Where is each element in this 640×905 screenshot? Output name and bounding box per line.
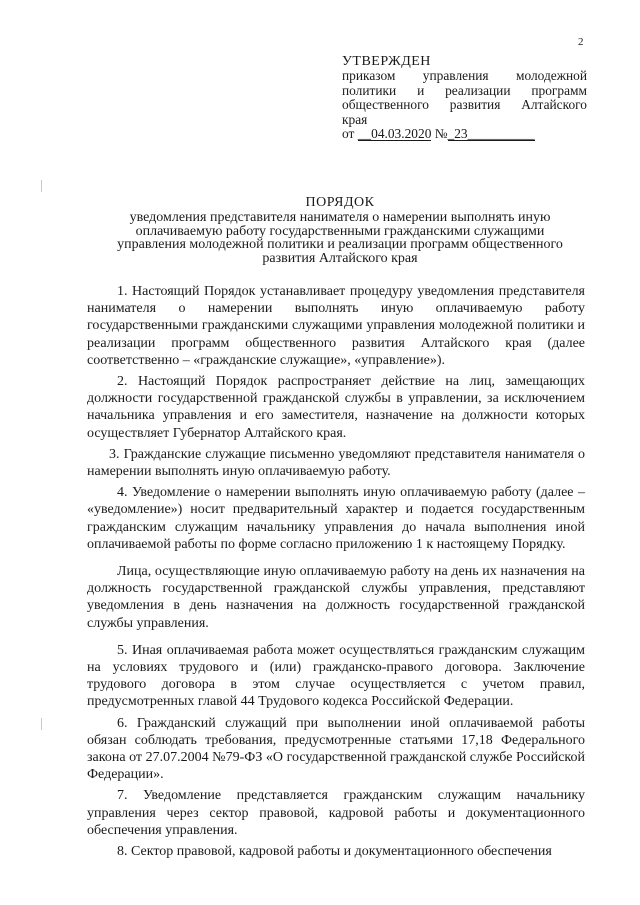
paragraph-2: 2. Настоящий Порядок распространяет действие на лиц, замещающих должности государственной гражданской службы в управлении, за исключением начальника управления и его заместителя, назначение на должности которых осуществляет Губернатор Алтайского края.: [87, 374, 585, 441]
approval-line-2: политики и реализации программ: [342, 82, 587, 98]
paragraph-8: 8. Сектор правовой, кадровой работы и документационного обеспечения: [117, 844, 552, 860]
approval-heading: УТВЕРЖДЕН: [342, 54, 431, 69]
approval-stamp: [342, 55, 587, 141]
approval-line-4: края: [342, 111, 368, 127]
document-body: [87, 283, 585, 864]
paragraph-4-continued: Лица, осуществляющие иную оплачиваемую работу на день их назначения на должность государственной гражданской службы управления, представляют уведомления в день назначения на должность государственной гражданской службы управления.: [87, 564, 585, 631]
approval-line-1: приказом управления молодежной: [342, 68, 587, 84]
document-title-block: [100, 196, 580, 266]
paragraph-6: 6. Гражданский служащий при выполнении иной оплачиваемой работы обязан соблюдать требования, предусмотренные статьями 17,18 Федерального закона от 27.07.2004 №79-ФЗ «О государственной гражданской службе Российской Федерации».: [87, 715, 585, 783]
document-title: ПОРЯДОК: [305, 195, 375, 210]
approval-date-line: [342, 127, 587, 141]
document-subtitle: уведомления представителя нанимателя о намерении выполнять иную оплачиваемую работу государственными гражданскими служащими управления молодежной политики и реализации программ общественного развития Алтайского края: [117, 209, 563, 267]
page-number: 2: [578, 36, 584, 48]
approval-date: __04.03.2020: [357, 126, 432, 142]
paragraph-5: 5. Иная оплачиваемая работа может осуществляться гражданским служащим на условиях трудового и (или) гражданско-правого договора. Заключение трудового договора в этом случае осуществляется с учетом правил, предусмотренных главой 44 Трудового кодекса Российской Федерации.: [87, 642, 585, 710]
scan-margin-mark-lower: [41, 718, 42, 730]
number-prefix: №: [434, 126, 448, 142]
approval-line-3: общественного развития Алтайского: [342, 97, 587, 113]
paragraph-3: 3. Гражданские служащие письменно уведомляют представителя нанимателя о намерении выполнять иную оплачиваемую работу.: [87, 446, 585, 480]
approval-number: _23__________: [447, 126, 535, 142]
paragraph-4: 4. Уведомление о намерении выполнять иную оплачиваемую работу (далее – «уведомление») носит предварительный характер и подается государственным гражданским служащим начальнику управления до начала выполнения иной оплачиваемой работы по форме согласно приложению 1 к настоящему Порядку.: [87, 485, 585, 552]
paragraph-7: 7. Уведомление представляется гражданским служащим начальнику управления через сектор правовой, кадровой работы и документационного обеспечения управления.: [87, 788, 585, 838]
date-prefix: от: [342, 126, 355, 142]
scan-margin-mark-upper: [41, 180, 42, 192]
paragraph-1: 1. Настоящий Порядок устанавливает процедуру уведомления представителя нанимателя о намерении выполнять иную оплачиваемую работу государственными гражданскими служащими управления молодежной политики и реализации программ общественного развития Алтайского края (далее соответственно – «гражданские служащие», «управление»).: [87, 284, 585, 368]
